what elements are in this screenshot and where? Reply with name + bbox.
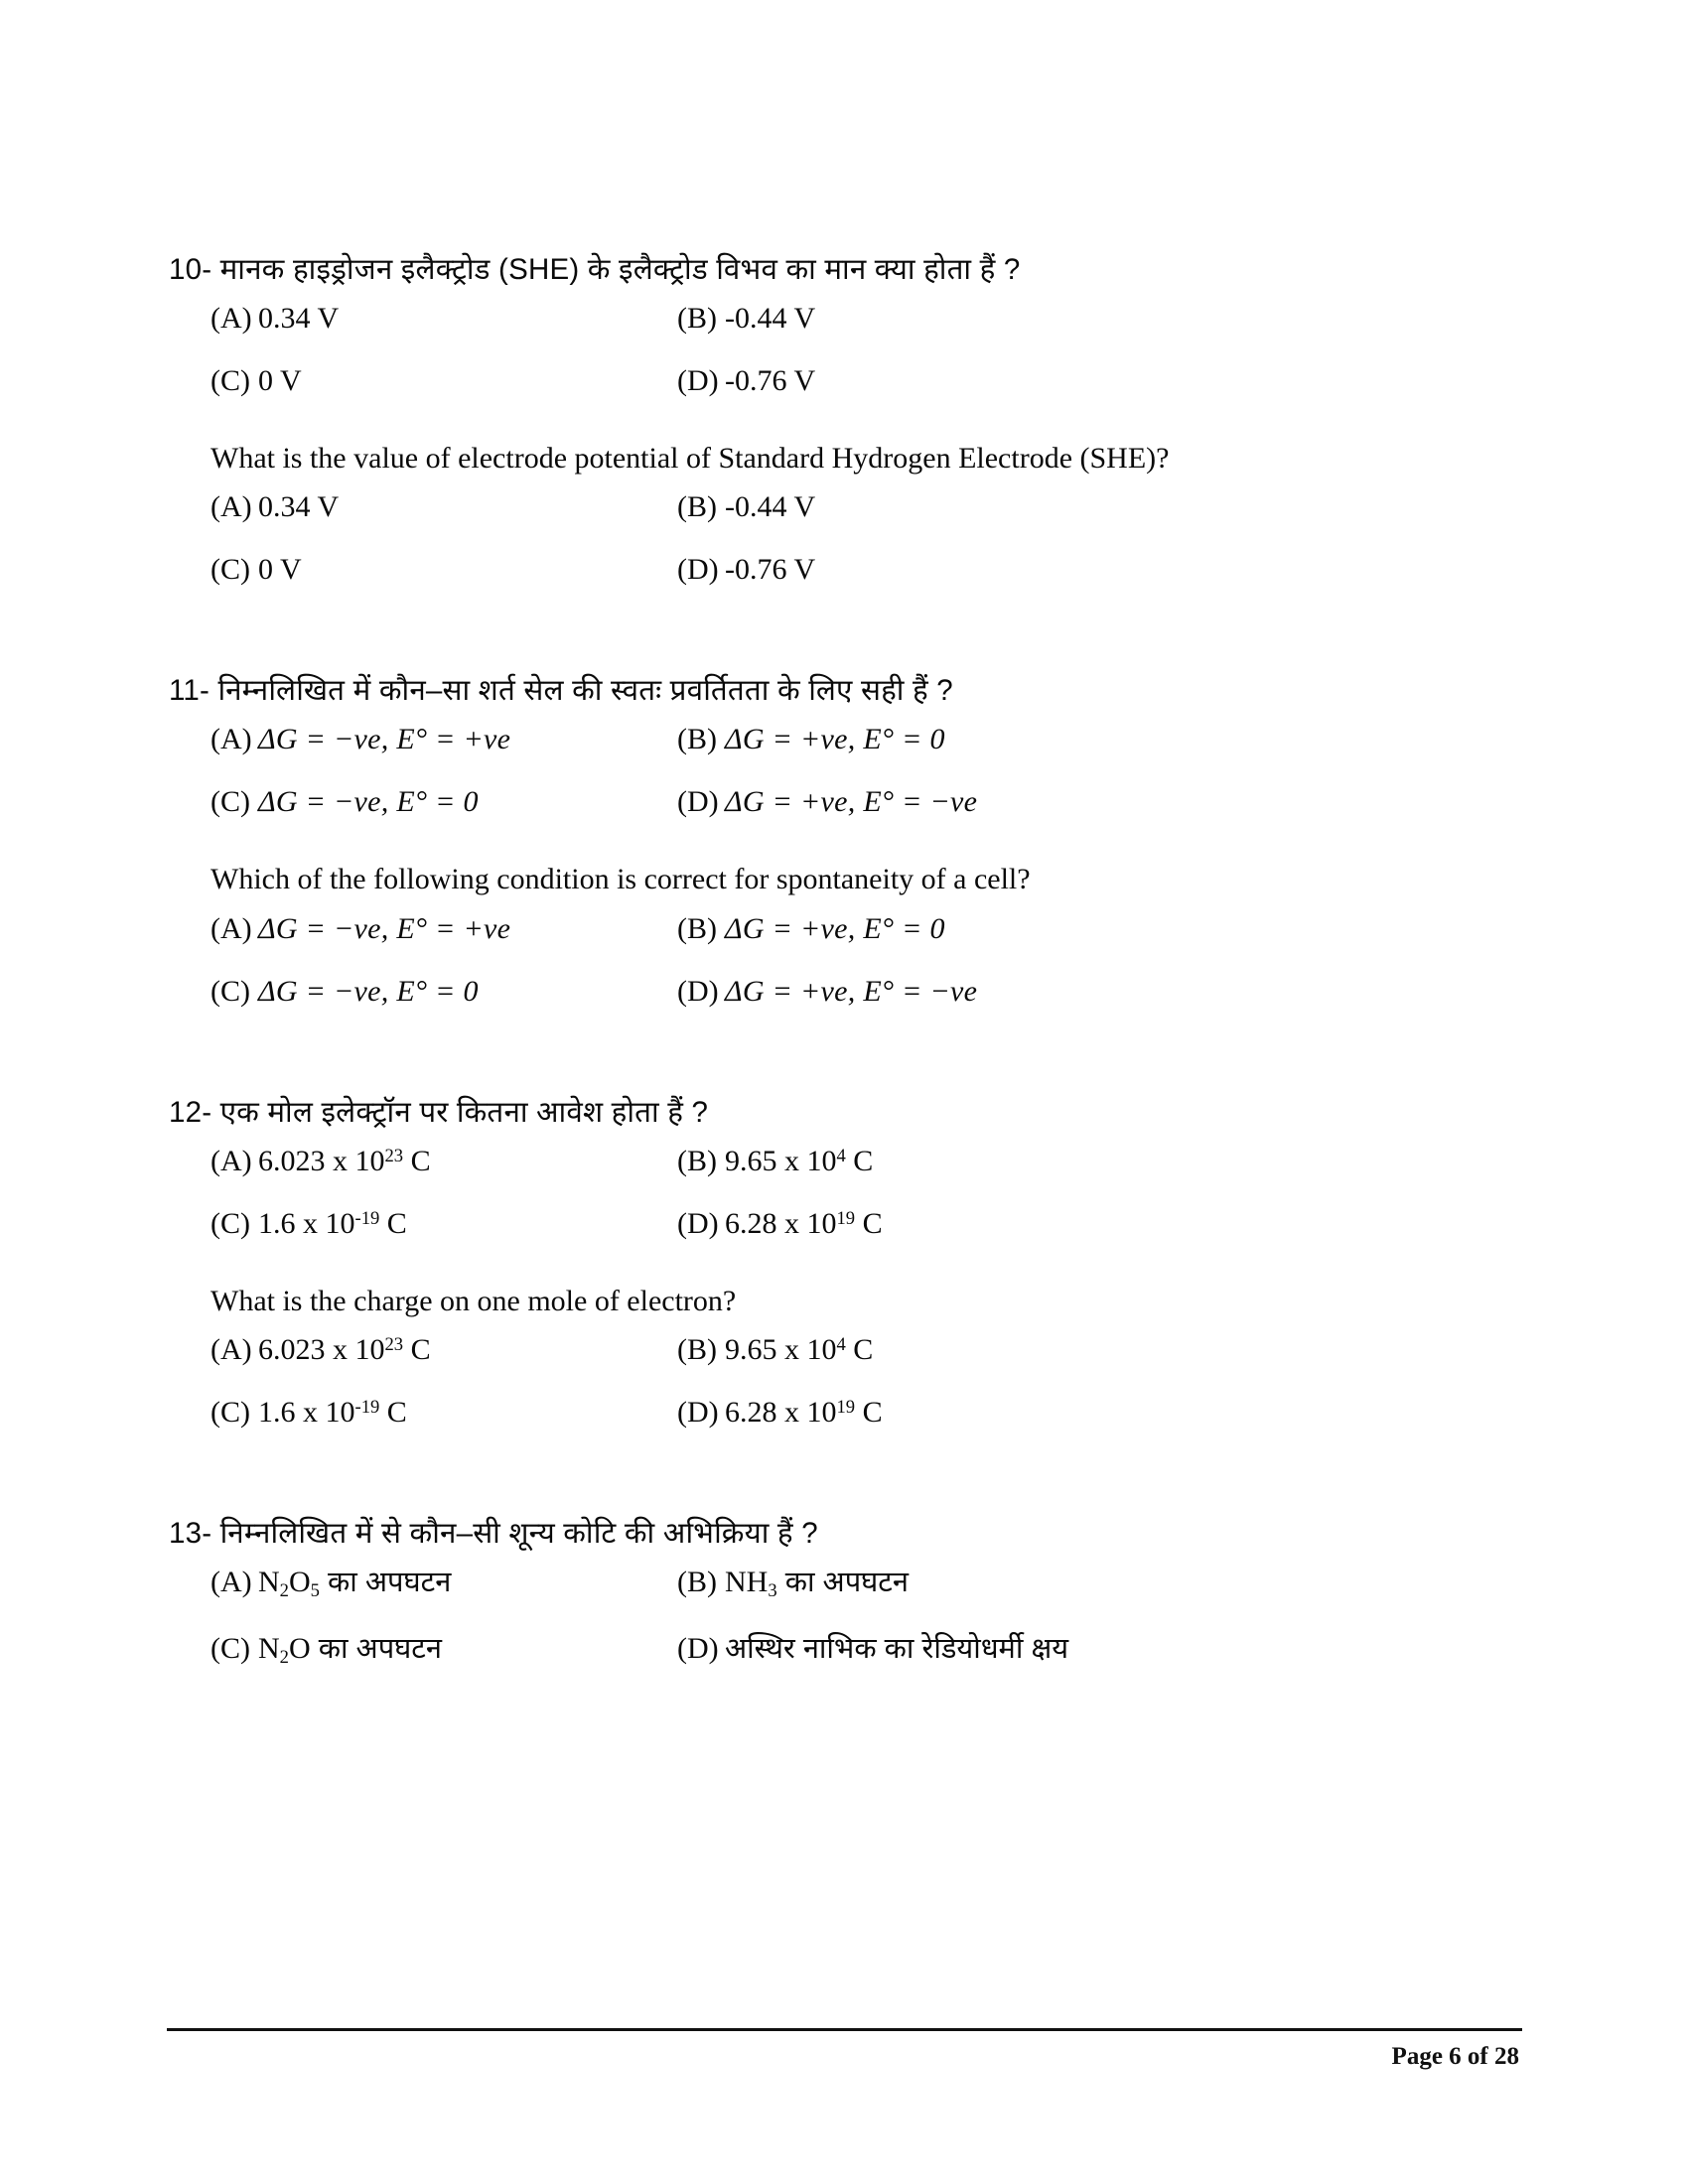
option-formula-pre: N bbox=[258, 1566, 280, 1599]
option-tag: (A) bbox=[211, 490, 252, 524]
option-tag: (A) bbox=[211, 1144, 252, 1177]
option-formula-mid: O bbox=[288, 1566, 311, 1599]
footer-of-label: of bbox=[1467, 2043, 1488, 2070]
option-tag: (C) bbox=[211, 363, 250, 397]
option-value: 0 V bbox=[258, 553, 302, 587]
option-tag: (B) bbox=[677, 1566, 717, 1599]
option-suffix: का अपघटन bbox=[310, 1632, 443, 1665]
option-exponent: 23 bbox=[384, 1145, 404, 1166]
option-c[interactable] bbox=[211, 960, 677, 1023]
option-tag: (C) bbox=[211, 553, 250, 587]
option-tag: (B) bbox=[677, 490, 717, 524]
option-exponent: 4 bbox=[836, 1334, 846, 1356]
option-exponent: 19 bbox=[836, 1397, 856, 1419]
option-b[interactable] bbox=[677, 1130, 1519, 1192]
question-block-10 bbox=[169, 253, 1519, 601]
question-11-english-options bbox=[169, 897, 1519, 1023]
option-tag: (B) bbox=[677, 1333, 717, 1367]
question-block-11 bbox=[169, 674, 1519, 1022]
option-c[interactable] bbox=[211, 1192, 677, 1255]
option-b[interactable] bbox=[677, 1318, 1519, 1381]
question-12-english-text: What is the charge on one mole of electron? bbox=[211, 1284, 737, 1317]
option-tag: (C) bbox=[211, 1206, 250, 1240]
option-b[interactable] bbox=[677, 708, 1519, 770]
option-base: 9.65 x 10 bbox=[725, 1333, 837, 1367]
question-block-12 bbox=[169, 1096, 1519, 1443]
question-11-hindi-options bbox=[169, 708, 1519, 833]
option-tag: (A) bbox=[211, 911, 252, 945]
footer-page-total: 28 bbox=[1494, 2043, 1519, 2070]
option-tag: (D) bbox=[677, 363, 719, 397]
option-subscript-1: 2 bbox=[279, 1647, 289, 1669]
option-b[interactable] bbox=[677, 1551, 1519, 1617]
option-value: ΔG = +ve, E° = 0 bbox=[725, 723, 945, 756]
question-11-hindi-text: 11- निम्नलिखित में कौन–सा शर्त सेल की स्वतः प्रवर्तितता के लिए सही हैं ? bbox=[169, 674, 953, 708]
option-value: ΔG = +ve, E° = 0 bbox=[725, 911, 945, 945]
option-c[interactable] bbox=[211, 1617, 677, 1684]
option-value: ΔG = +ve, E° = −ve bbox=[725, 785, 978, 819]
option-base: 1.6 x 10 bbox=[258, 1206, 355, 1240]
option-value: 0 V bbox=[258, 363, 302, 397]
option-d[interactable] bbox=[677, 1192, 1519, 1255]
option-unit: C bbox=[845, 1144, 874, 1177]
option-base: 6.28 x 10 bbox=[725, 1206, 837, 1240]
question-12-hindi-options bbox=[169, 1130, 1519, 1255]
option-c[interactable] bbox=[211, 538, 677, 601]
option-formula-pre: N bbox=[258, 1631, 280, 1665]
option-base: 6.28 x 10 bbox=[725, 1396, 837, 1430]
option-c[interactable] bbox=[211, 349, 677, 412]
option-a[interactable] bbox=[211, 476, 677, 538]
option-value: -0.76 V bbox=[725, 553, 816, 587]
question-13-hindi-options bbox=[169, 1551, 1519, 1683]
option-formula-mid: O bbox=[288, 1631, 311, 1665]
question-10-english-text: What is the value of electrode potential of Standard Hydrogen Electrode (SHE)? bbox=[211, 441, 1170, 475]
option-exponent: -19 bbox=[354, 1397, 380, 1419]
option-c[interactable] bbox=[211, 770, 677, 833]
option-value: -0.44 V bbox=[725, 301, 816, 335]
question-block-13 bbox=[169, 1517, 1519, 1683]
option-d[interactable] bbox=[677, 349, 1519, 412]
option-a[interactable] bbox=[211, 287, 677, 349]
option-d[interactable] bbox=[677, 1381, 1519, 1443]
option-unit: C bbox=[855, 1396, 883, 1430]
option-tag: (C) bbox=[211, 1631, 250, 1665]
option-tag: (D) bbox=[677, 553, 719, 587]
option-d[interactable] bbox=[677, 770, 1519, 833]
option-tag: (D) bbox=[677, 1206, 719, 1240]
page-content bbox=[169, 253, 1519, 1684]
footer-divider bbox=[167, 2028, 1522, 2031]
option-subscript-1: 3 bbox=[768, 1580, 777, 1602]
footer-page-label: Page bbox=[1391, 2043, 1443, 2070]
option-tag: (C) bbox=[211, 1396, 250, 1430]
option-base: 6.023 x 10 bbox=[258, 1333, 385, 1367]
option-exponent: 19 bbox=[836, 1207, 856, 1229]
option-tag: (D) bbox=[677, 785, 719, 819]
option-tag: (B) bbox=[677, 301, 717, 335]
footer-page-number: 6 bbox=[1449, 2043, 1462, 2070]
option-unit: C bbox=[379, 1206, 407, 1240]
option-exponent: 4 bbox=[836, 1145, 846, 1166]
option-unit: C bbox=[379, 1396, 407, 1430]
question-11-english-text: Which of the following condition is correct for spontaneity of a cell? bbox=[211, 863, 1031, 896]
option-value: ΔG = −ve, E° = +ve bbox=[258, 911, 511, 945]
option-subscript-2: 5 bbox=[310, 1580, 320, 1602]
option-value: ΔG = −ve, E° = 0 bbox=[258, 974, 479, 1008]
option-value: ΔG = +ve, E° = −ve bbox=[725, 974, 978, 1008]
question-10-hindi-text: 10- मानक हाइड्रोजन इलैक्ट्रोड (SHE) के इलैक्ट्रोड विभव का मान क्या होता हैं ? bbox=[169, 253, 1021, 286]
option-d[interactable] bbox=[677, 538, 1519, 601]
option-a[interactable] bbox=[211, 1318, 677, 1381]
option-tag: (D) bbox=[677, 1396, 719, 1430]
option-tag: (C) bbox=[211, 974, 250, 1008]
question-10-hindi-options bbox=[169, 287, 1519, 412]
option-tag: (A) bbox=[211, 1333, 252, 1367]
option-suffix: अस्थिर नाभिक का रेडियोधर्मी क्षय bbox=[725, 1632, 1069, 1665]
option-suffix: का अपघटन bbox=[776, 1567, 910, 1599]
option-value: -0.76 V bbox=[725, 363, 816, 397]
question-10-english-options bbox=[169, 476, 1519, 601]
option-b[interactable] bbox=[677, 897, 1519, 960]
option-base: 9.65 x 10 bbox=[725, 1144, 837, 1177]
option-b[interactable] bbox=[677, 287, 1519, 349]
option-value: 0.34 V bbox=[258, 301, 340, 335]
option-tag: (A) bbox=[211, 723, 252, 756]
option-value: ΔG = −ve, E° = +ve bbox=[258, 723, 511, 756]
option-c[interactable] bbox=[211, 1381, 677, 1443]
option-tag: (B) bbox=[677, 911, 717, 945]
option-unit: C bbox=[855, 1206, 883, 1240]
option-formula-pre: NH bbox=[725, 1566, 769, 1599]
option-subscript-1: 2 bbox=[279, 1580, 289, 1602]
option-b[interactable] bbox=[677, 476, 1519, 538]
option-unit: C bbox=[403, 1144, 431, 1177]
option-tag: (B) bbox=[677, 1144, 717, 1177]
option-value: -0.44 V bbox=[725, 490, 816, 524]
option-a[interactable] bbox=[211, 708, 677, 770]
option-exponent: 23 bbox=[384, 1334, 404, 1356]
option-unit: C bbox=[403, 1333, 431, 1367]
option-a[interactable] bbox=[211, 1551, 677, 1617]
question-13-hindi-text: 13- निम्नलिखित में से कौन–सी शून्य कोटि की अभिक्रिया हैं ? bbox=[169, 1517, 818, 1551]
option-suffix: का अपघटन bbox=[319, 1567, 452, 1599]
option-d[interactable] bbox=[677, 960, 1519, 1023]
option-value: ΔG = −ve, E° = 0 bbox=[258, 785, 479, 819]
option-tag: (A) bbox=[211, 301, 252, 335]
option-unit: C bbox=[845, 1333, 874, 1367]
option-base: 6.023 x 10 bbox=[258, 1144, 385, 1177]
question-12-hindi-text: 12- एक मोल इलेक्ट्रॉन पर कितना आवेश होता हैं ? bbox=[169, 1095, 709, 1129]
option-tag: (D) bbox=[677, 1631, 719, 1665]
option-tag: (A) bbox=[211, 1566, 252, 1599]
option-tag: (C) bbox=[211, 785, 250, 819]
page-footer bbox=[1392, 2043, 1519, 2071]
option-a[interactable] bbox=[211, 1130, 677, 1192]
option-d[interactable] bbox=[677, 1617, 1519, 1684]
option-tag: (B) bbox=[677, 723, 717, 756]
question-12-english-options bbox=[169, 1318, 1519, 1443]
option-tag: (D) bbox=[677, 974, 719, 1008]
option-exponent: -19 bbox=[354, 1207, 380, 1229]
option-a[interactable] bbox=[211, 897, 677, 960]
option-value: 0.34 V bbox=[258, 490, 340, 524]
option-base: 1.6 x 10 bbox=[258, 1396, 355, 1430]
